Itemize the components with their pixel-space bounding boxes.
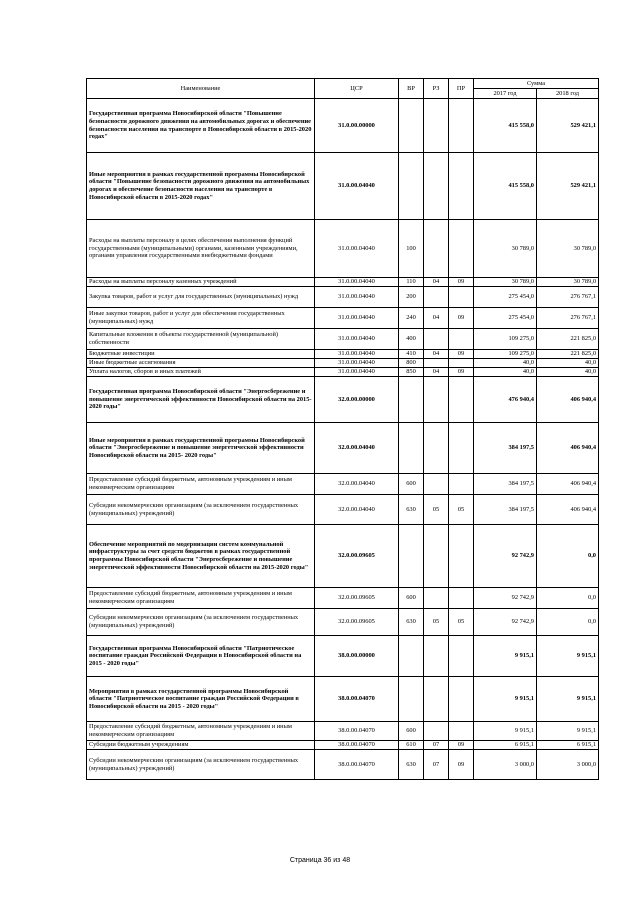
row-rz-cell: 04 <box>424 368 449 377</box>
header-rz: РЗ <box>424 79 449 99</box>
table-row <box>87 750 599 780</box>
row-name-cell: Предоставление субсидий бюджетным, автономным учреждениям и иным некоммерческим организациям <box>87 474 315 495</box>
row-rz-cell <box>424 423 449 474</box>
row-2017-cell: 92 742,9 <box>474 525 537 588</box>
row-csr-cell: 38.0.00.04070 <box>315 722 399 741</box>
row-2017-cell: 109 275,0 <box>474 329 537 350</box>
row-rz-cell <box>424 525 449 588</box>
row-csr-cell: 32.0.00.04040 <box>315 474 399 495</box>
row-name-cell: Предоставление субсидий бюджетным, автономным учреждениям и иным некоммерческим организациям <box>87 588 315 609</box>
row-2017-cell: 6 915,1 <box>474 741 537 750</box>
table-row <box>87 287 599 308</box>
header-vr: ВР <box>399 79 424 99</box>
row-csr-cell: 31.0.00.04040 <box>315 359 399 368</box>
row-2018-cell: 9 915,1 <box>537 722 599 741</box>
row-pr-cell: 09 <box>449 750 474 780</box>
row-2018-cell: 221 825,0 <box>537 350 599 359</box>
table-row <box>87 368 599 377</box>
header-2017: 2017 год <box>474 89 537 99</box>
row-vr-cell: 630 <box>399 609 424 636</box>
row-csr-cell: 31.0.00.04040 <box>315 153 399 220</box>
row-vr-cell <box>399 99 424 153</box>
row-2017-cell: 275 454,0 <box>474 308 537 329</box>
row-2018-cell: 6 915,1 <box>537 741 599 750</box>
row-pr-cell <box>449 423 474 474</box>
row-vr-cell <box>399 423 424 474</box>
table-row <box>87 359 599 368</box>
row-csr-cell: 38.0.00.04070 <box>315 677 399 722</box>
row-vr-cell: 600 <box>399 588 424 609</box>
row-name-cell: Государственная программа Новосибирской области "Энергосбережение и повышение энергетической эффективности Новосибирской области на 2015- 2020 годы" <box>87 377 315 423</box>
row-rz-cell <box>424 287 449 308</box>
row-2017-cell: 3 000,0 <box>474 750 537 780</box>
row-2018-cell: 30 789,0 <box>537 220 599 278</box>
table-row <box>87 220 599 278</box>
table-row <box>87 609 599 636</box>
row-name-cell: Расходы на выплаты персоналу казенных учреждений <box>87 278 315 287</box>
row-csr-cell: 32.0.00.09605 <box>315 588 399 609</box>
row-2017-cell: 40,0 <box>474 368 537 377</box>
table-row <box>87 741 599 750</box>
row-pr-cell <box>449 359 474 368</box>
row-2018-cell: 40,0 <box>537 368 599 377</box>
row-2017-cell: 415 558,0 <box>474 99 537 153</box>
row-2017-cell: 384 197,5 <box>474 423 537 474</box>
row-2018-cell: 9 915,1 <box>537 677 599 722</box>
row-csr-cell: 32.0.00.04040 <box>315 423 399 474</box>
row-name-cell: Расходы на выплаты персоналу в целях обеспечения выполнения функций государственными (муниципальными) органами, казенными учреждениями, органами управления государственными внебюджетными фондами <box>87 220 315 278</box>
row-2018-cell: 0,0 <box>537 525 599 588</box>
row-2017-cell: 275 454,0 <box>474 287 537 308</box>
table-row <box>87 377 599 423</box>
row-name-cell: Субсидии некоммерческим организациям (за исключением государственных (муниципальных) учреждений) <box>87 609 315 636</box>
row-2017-cell: 9 915,1 <box>474 636 537 677</box>
row-vr-cell: 600 <box>399 722 424 741</box>
row-2018-cell: 529 421,1 <box>537 99 599 153</box>
row-2017-cell: 30 789,0 <box>474 278 537 287</box>
row-2018-cell: 406 940,4 <box>537 377 599 423</box>
row-2018-cell: 529 421,1 <box>537 153 599 220</box>
row-vr-cell <box>399 677 424 722</box>
row-name-cell: Капитальные вложения в объекты государственной (муниципальной) собственности <box>87 329 315 350</box>
row-pr-cell <box>449 677 474 722</box>
row-csr-cell: 32.0.00.09605 <box>315 525 399 588</box>
row-csr-cell: 31.0.00.00000 <box>315 99 399 153</box>
row-rz-cell <box>424 99 449 153</box>
budget-table <box>86 78 599 780</box>
row-vr-cell: 400 <box>399 329 424 350</box>
row-name-cell: Иные мероприятия в рамках государственной программы Новосибирской области "Энергосбережение и повышение энергетической эффективности Новосибирской области на 2015- 2020 годы" <box>87 423 315 474</box>
row-rz-cell: 05 <box>424 495 449 525</box>
row-2018-cell: 0,0 <box>537 609 599 636</box>
row-name-cell: Иные бюджетные ассигнования <box>87 359 315 368</box>
row-2017-cell: 92 742,9 <box>474 609 537 636</box>
row-vr-cell: 850 <box>399 368 424 377</box>
table-row <box>87 99 599 153</box>
row-name-cell: Субсидии некоммерческим организациям (за исключением государственных (муниципальных) учреждений) <box>87 750 315 780</box>
row-name-cell: Бюджетные инвестиции <box>87 350 315 359</box>
row-rz-cell <box>424 588 449 609</box>
row-rz-cell <box>424 153 449 220</box>
row-csr-cell: 32.0.00.04040 <box>315 495 399 525</box>
row-pr-cell <box>449 377 474 423</box>
row-vr-cell <box>399 153 424 220</box>
row-csr-cell: 38.0.00.04070 <box>315 741 399 750</box>
row-vr-cell: 630 <box>399 495 424 525</box>
row-name-cell: Иные закупки товаров, работ и услуг для обеспечения государственных (муниципальных) нужд <box>87 308 315 329</box>
row-2018-cell: 276 767,1 <box>537 287 599 308</box>
row-2018-cell: 276 767,1 <box>537 308 599 329</box>
table-row <box>87 588 599 609</box>
row-vr-cell: 630 <box>399 750 424 780</box>
row-pr-cell <box>449 99 474 153</box>
row-pr-cell <box>449 722 474 741</box>
row-name-cell: Государственная программа Новосибирской области "Повышение безопасности дорожного движения на автомобильных дорогах и обеспечение безопасности населения на транспорте в Новосибирской области в 2015-2020 годах" <box>87 99 315 153</box>
row-vr-cell <box>399 525 424 588</box>
row-rz-cell <box>424 377 449 423</box>
row-pr-cell: 09 <box>449 368 474 377</box>
row-vr-cell: 600 <box>399 474 424 495</box>
row-2017-cell: 30 789,0 <box>474 220 537 278</box>
table-row <box>87 308 599 329</box>
row-2018-cell: 40,0 <box>537 359 599 368</box>
row-vr-cell: 100 <box>399 220 424 278</box>
row-name-cell: Субсидии некоммерческим организациям (за исключением государственных (муниципальных) учреждений) <box>87 495 315 525</box>
row-2017-cell: 384 197,5 <box>474 474 537 495</box>
row-2018-cell: 30 789,0 <box>537 278 599 287</box>
table-row <box>87 474 599 495</box>
row-name-cell: Мероприятия в рамках государственной программы Новосибирской области "Патриотическое воспитание граждан Российской Федерации в Новосибирской области на 2015 - 2020 годы" <box>87 677 315 722</box>
row-rz-cell: 05 <box>424 609 449 636</box>
header-2018: 2018 год <box>537 89 599 99</box>
table-row <box>87 329 599 350</box>
row-vr-cell: 800 <box>399 359 424 368</box>
header-name: Наименование <box>87 79 315 99</box>
row-csr-cell: 32.0.00.00000 <box>315 377 399 423</box>
row-name-cell: Государственная программа Новосибирской области "Патриотическое воспитание граждан Российской Федерации в Новосибирской области на 2015 - 2020 годы" <box>87 636 315 677</box>
row-name-cell: Предоставление субсидий бюджетным, автономным учреждениям и иным некоммерческим организациям <box>87 722 315 741</box>
row-vr-cell <box>399 377 424 423</box>
header-sum: Сумма <box>474 79 599 89</box>
row-pr-cell <box>449 636 474 677</box>
row-csr-cell: 31.0.00.04040 <box>315 350 399 359</box>
row-csr-cell: 31.0.00.04040 <box>315 308 399 329</box>
table-row <box>87 525 599 588</box>
row-vr-cell: 410 <box>399 350 424 359</box>
table-body <box>87 99 599 780</box>
row-rz-cell <box>424 220 449 278</box>
row-pr-cell <box>449 220 474 278</box>
row-rz-cell: 04 <box>424 350 449 359</box>
row-vr-cell: 200 <box>399 287 424 308</box>
row-vr-cell: 110 <box>399 278 424 287</box>
row-2017-cell: 109 275,0 <box>474 350 537 359</box>
row-pr-cell <box>449 525 474 588</box>
row-name-cell: Обеспечение мероприятий по модернизации систем коммунальной инфраструктуры за счет средств бюджетов в рамках государственной программы Новосибирской области "Энергосбережение и повышение энергетической эффективности Новосибирской области на 2015-2020 годы" <box>87 525 315 588</box>
row-pr-cell: 09 <box>449 278 474 287</box>
table-row <box>87 722 599 741</box>
row-csr-cell: 31.0.00.04040 <box>315 368 399 377</box>
table-row <box>87 423 599 474</box>
header-csr: ЦСР <box>315 79 399 99</box>
row-2017-cell: 40,0 <box>474 359 537 368</box>
table-row <box>87 278 599 287</box>
table-row <box>87 495 599 525</box>
row-csr-cell: 32.0.00.09605 <box>315 609 399 636</box>
row-rz-cell <box>424 636 449 677</box>
row-pr-cell: 09 <box>449 350 474 359</box>
row-vr-cell: 610 <box>399 741 424 750</box>
row-name-cell: Субсидии бюджетным учреждениям <box>87 741 315 750</box>
row-pr-cell <box>449 474 474 495</box>
row-pr-cell: 05 <box>449 609 474 636</box>
row-2018-cell: 406 940,4 <box>537 423 599 474</box>
row-name-cell: Иные мероприятия в рамках государственной программы Новосибирской области "Повышение безопасности дорожного движения на автомобильных дорогах и обеспечение безопасности населения на транспорте в Новосибирской области в 2015-2020 годах" <box>87 153 315 220</box>
row-pr-cell: 05 <box>449 495 474 525</box>
row-csr-cell: 31.0.00.04040 <box>315 287 399 308</box>
row-rz-cell: 07 <box>424 750 449 780</box>
row-2017-cell: 384 197,5 <box>474 495 537 525</box>
row-rz-cell <box>424 359 449 368</box>
row-rz-cell <box>424 474 449 495</box>
row-rz-cell: 04 <box>424 308 449 329</box>
row-2017-cell: 9 915,1 <box>474 722 537 741</box>
page-number: Страница 36 из 48 <box>289 857 351 864</box>
row-pr-cell: 09 <box>449 308 474 329</box>
row-2017-cell: 415 558,0 <box>474 153 537 220</box>
row-2018-cell: 221 825,0 <box>537 329 599 350</box>
row-csr-cell: 38.0.00.04070 <box>315 750 399 780</box>
row-2018-cell: 0,0 <box>537 588 599 609</box>
row-rz-cell <box>424 722 449 741</box>
row-csr-cell: 31.0.00.04040 <box>315 220 399 278</box>
row-2017-cell: 476 940,4 <box>474 377 537 423</box>
row-2018-cell: 9 915,1 <box>537 636 599 677</box>
row-csr-cell: 38.0.00.00000 <box>315 636 399 677</box>
row-2017-cell: 92 742,9 <box>474 588 537 609</box>
row-vr-cell: 240 <box>399 308 424 329</box>
row-rz-cell: 07 <box>424 741 449 750</box>
header-pr: ПР <box>449 79 474 99</box>
row-pr-cell <box>449 153 474 220</box>
row-pr-cell <box>449 329 474 350</box>
row-rz-cell <box>424 329 449 350</box>
row-2018-cell: 3 000,0 <box>537 750 599 780</box>
row-csr-cell: 31.0.00.04040 <box>315 278 399 287</box>
row-2017-cell: 9 915,1 <box>474 677 537 722</box>
row-csr-cell: 31.0.00.04040 <box>315 329 399 350</box>
row-pr-cell: 09 <box>449 741 474 750</box>
row-rz-cell <box>424 677 449 722</box>
row-2018-cell: 406 940,4 <box>537 495 599 525</box>
table-row <box>87 350 599 359</box>
row-name-cell: Уплата налогов, сборов и иных платежей <box>87 368 315 377</box>
row-name-cell: Закупка товаров, работ и услуг для государственных (муниципальных) нужд <box>87 287 315 308</box>
row-2018-cell: 406 940,4 <box>537 474 599 495</box>
table-row <box>87 153 599 220</box>
table-row <box>87 636 599 677</box>
row-vr-cell <box>399 636 424 677</box>
table-row <box>87 677 599 722</box>
row-rz-cell: 04 <box>424 278 449 287</box>
row-pr-cell <box>449 588 474 609</box>
row-pr-cell <box>449 287 474 308</box>
